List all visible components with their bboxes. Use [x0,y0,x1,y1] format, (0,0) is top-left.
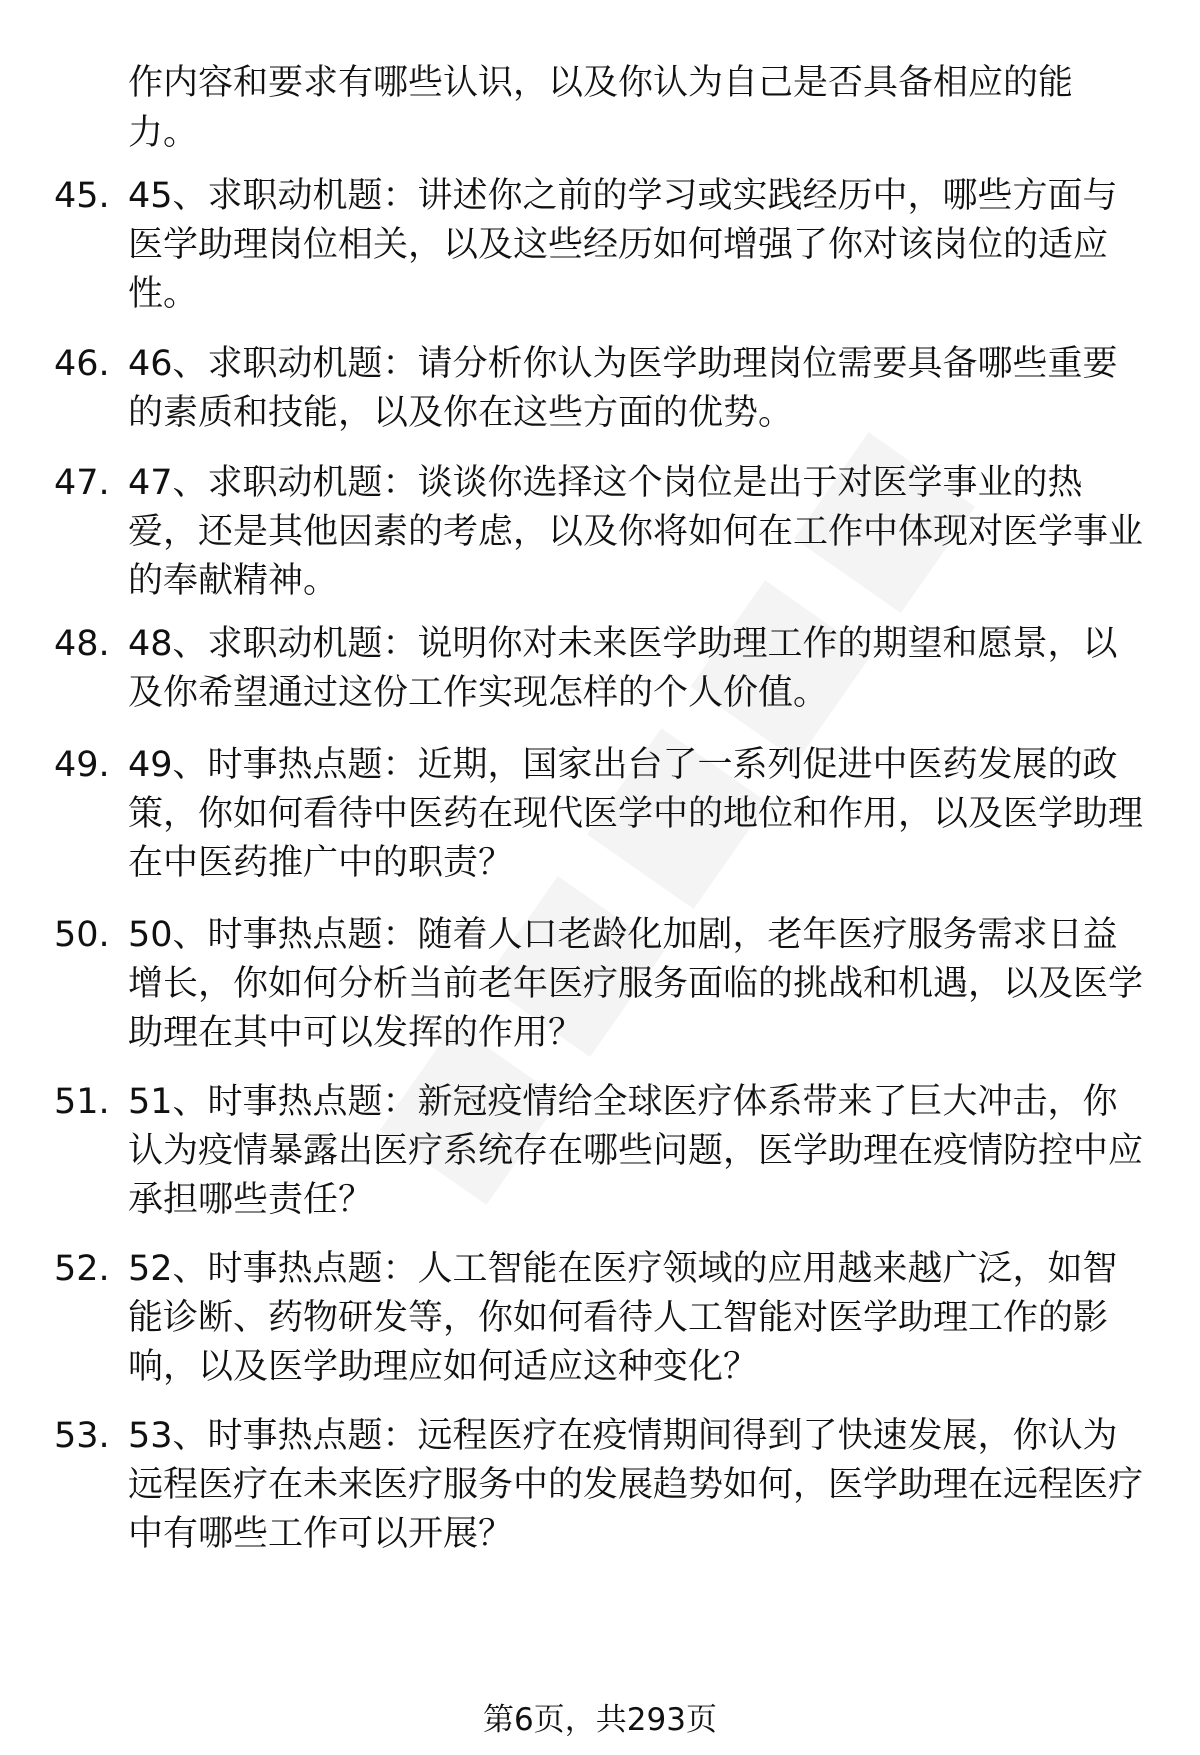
item-text: 46、求职动机题：请分析你认为医学助理岗位需要具备哪些重要的素质和技能，以及你在这些方面的优势。 [128,344,1118,433]
item-text: 53、时事热点题：远程医疗在疫情期间得到了快速发展，你认为远程医疗在未来医疗服务中的发展趋势如何，医学助理在远程医疗中有哪些工作可以开展？ [128,1416,1144,1554]
item-number: 51. [54,1082,110,1122]
item-text: 52、时事热点题：人工智能在医疗领域的应用越来越广泛，如智能诊断、药物研发等，你如何看待人工智能对医学助理工作的影响，以及医学助理应如何适应这种变化？ [128,1249,1118,1387]
item-text: 50、时事热点题：随着人口老龄化加剧，老年医疗服务需求日益增长，你如何分析当前老年医疗服务面临的挑战和机遇，以及医学助理在其中可以发挥的作用？ [128,915,1144,1053]
item-text: 48、求职动机题：说明你对未来医学助理工作的期望和愿景，以及你希望通过这份工作实现怎样的个人价值。 [128,624,1118,713]
page-footer: 第6页，共293页 [483,1702,717,1738]
item-text: 45、求职动机题：讲述你之前的学习或实践经历中，哪些方面与医学助理岗位相关，以及这些经历如何增强了你对该岗位的适应性。 [128,176,1118,314]
item-number: 45. [54,176,110,216]
item-number: 50. [54,915,110,955]
item-number: 48. [54,624,110,664]
item-number: 53. [54,1416,110,1456]
item-number: 49. [54,745,110,785]
item-number: 46. [54,344,110,384]
item-text: 49、时事热点题：近期，国家出台了一系列促进中医药发展的政策，你如何看待中医药在现代医学中的地位和作用，以及医学助理在中医药推广中的职责？ [128,745,1144,883]
item-text: 47、求职动机题：谈谈你选择这个岗位是出于对医学事业的热爱，还是其他因素的考虑，以及你将如何在工作中体现对医学事业的奉献精神。 [128,463,1144,601]
item-number: 52. [54,1249,110,1289]
item-text: 51、时事热点题：新冠疫情给全球医疗体系带来了巨大冲击，你认为疫情暴露出医疗系统存在哪些问题，医学助理在疫情防控中应承担哪些责任？ [128,1082,1144,1220]
continuation-paragraph: 作内容和要求有哪些认识，以及你认为自己是否具备相应的能力。 [128,63,1074,153]
item-number: 47. [54,463,110,503]
